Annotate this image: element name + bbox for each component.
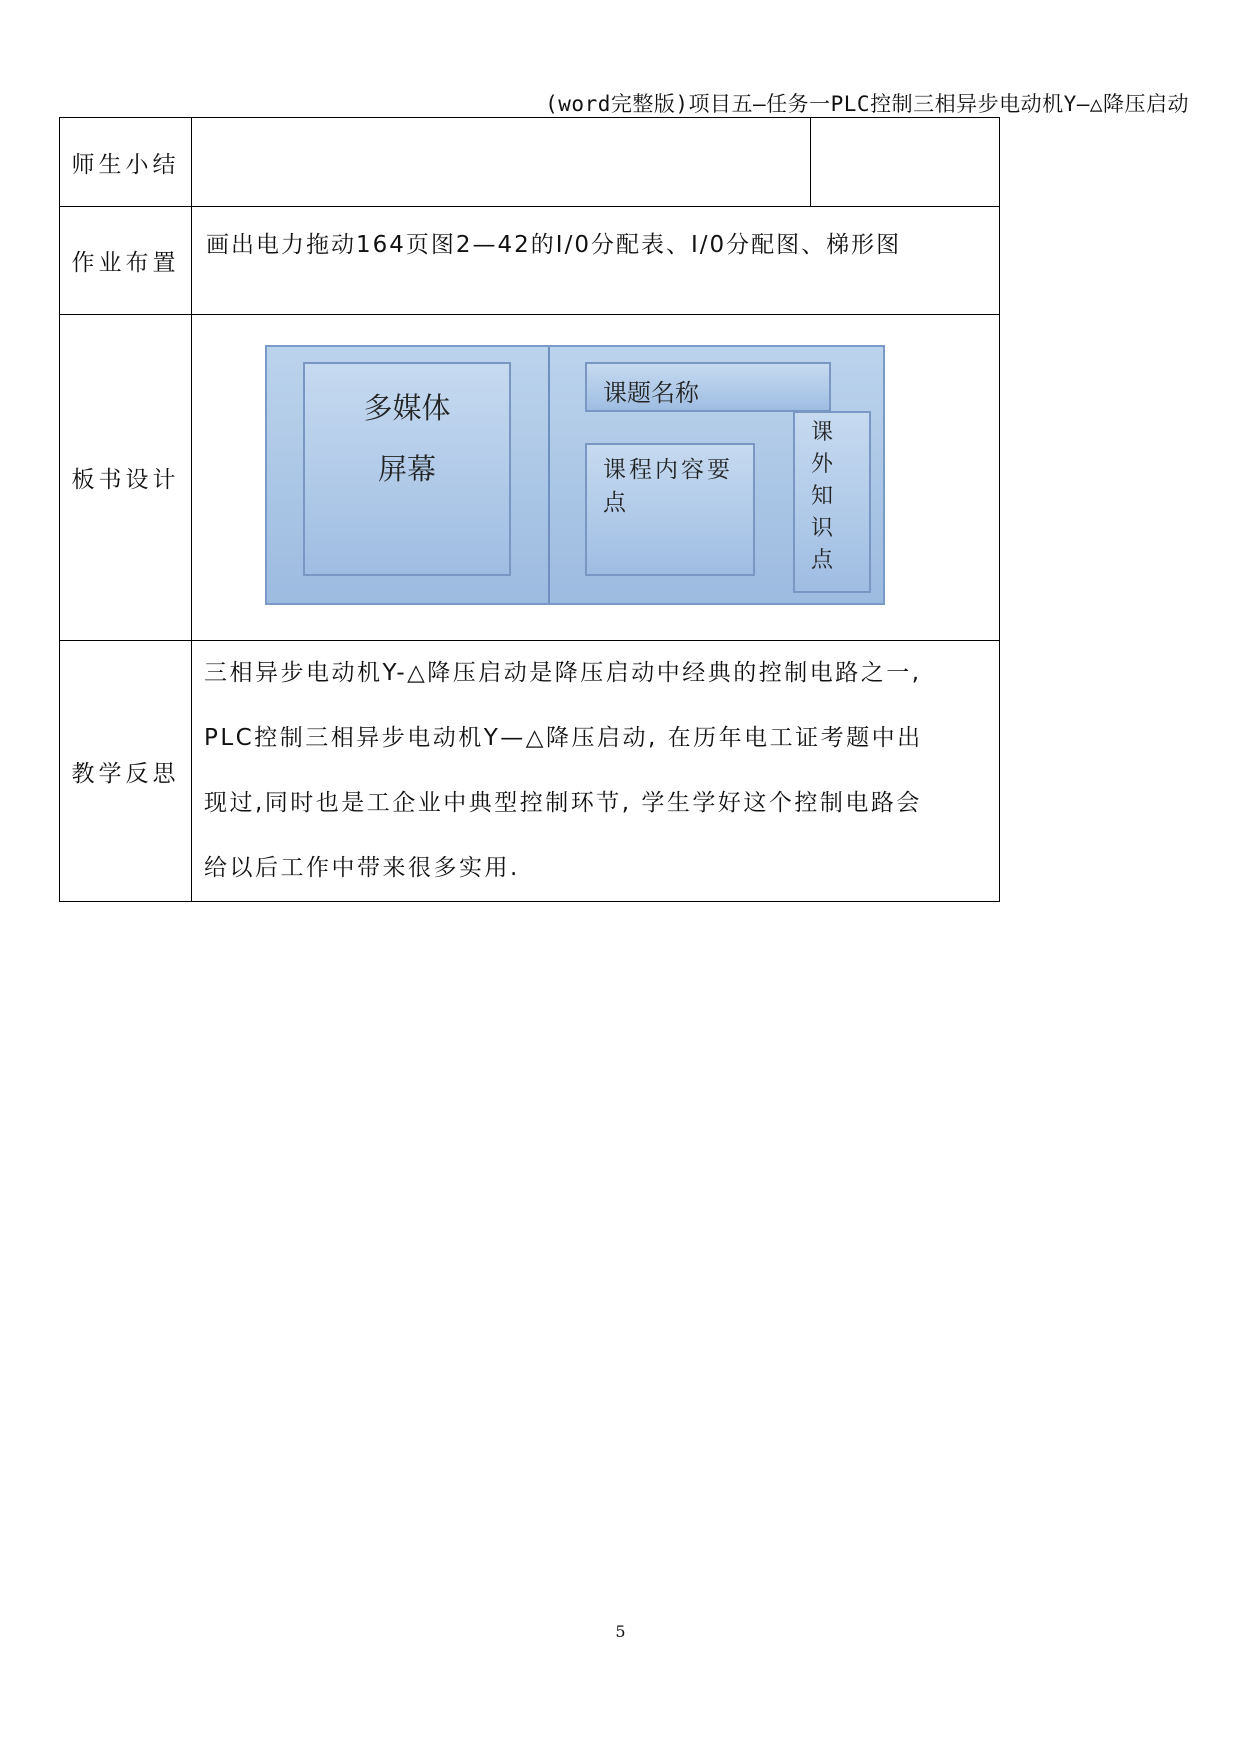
reflection-line: PLC控制三相异步电动机Y—△降压启动, 在历年电工证考题中出 — [204, 725, 923, 751]
extra-char: 课 — [811, 420, 834, 445]
reflection-content — [192, 641, 999, 901]
reflection-line: 现过,同时也是工企业中典型控制环节, 学生学好这个控制电路会 — [204, 790, 922, 816]
homework-cell — [192, 207, 1000, 315]
lesson-plan-table — [59, 117, 1000, 902]
reflection-label: 教学反思 — [60, 641, 192, 902]
reflection-line: 给以后工作中带来很多实用. — [204, 855, 520, 881]
reflection-cell — [192, 641, 1000, 902]
extra-char: 外 — [811, 452, 834, 477]
homework-content: 画出电力拖动164页图2—42的I/0分配表、I/0分配图、梯形图 — [206, 232, 902, 258]
screen-line-2: 屏幕 — [377, 452, 436, 486]
board-cell — [192, 315, 1000, 641]
table-row-board — [60, 315, 1000, 641]
multimedia-screen-box — [303, 362, 511, 576]
summary-label: 师生小结 — [60, 118, 192, 207]
extra-knowledge-box — [793, 411, 871, 593]
blackboard-layout-diagram — [265, 345, 885, 605]
content-points-box: 课程内容要点 — [585, 443, 755, 576]
page-number: 5 — [615, 1622, 626, 1641]
reflection-line: 三相异步电动机Y-△降压启动是降压启动中经典的控制电路之一, — [204, 660, 922, 686]
board-label: 板书设计 — [60, 315, 192, 641]
extra-char: 点 — [811, 548, 834, 573]
board-divider — [548, 347, 550, 603]
homework-label: 作业布置 — [60, 207, 192, 315]
summary-cell — [192, 118, 1000, 207]
extra-char: 识 — [811, 516, 834, 541]
table-row-homework — [60, 207, 1000, 315]
summary-content — [192, 118, 811, 206]
extra-char: 知 — [811, 484, 834, 509]
screen-line-1: 多媒体 — [363, 391, 451, 425]
table-row-summary — [60, 118, 1000, 207]
document-header-title: (word完整版)项目五—任务一PLC控制三相异步电动机Y—△降压启动 — [545, 92, 1189, 116]
lesson-title-box: 课题名称 — [585, 362, 831, 412]
table-row-reflection — [60, 641, 1000, 902]
summary-extra-cell — [811, 118, 999, 206]
